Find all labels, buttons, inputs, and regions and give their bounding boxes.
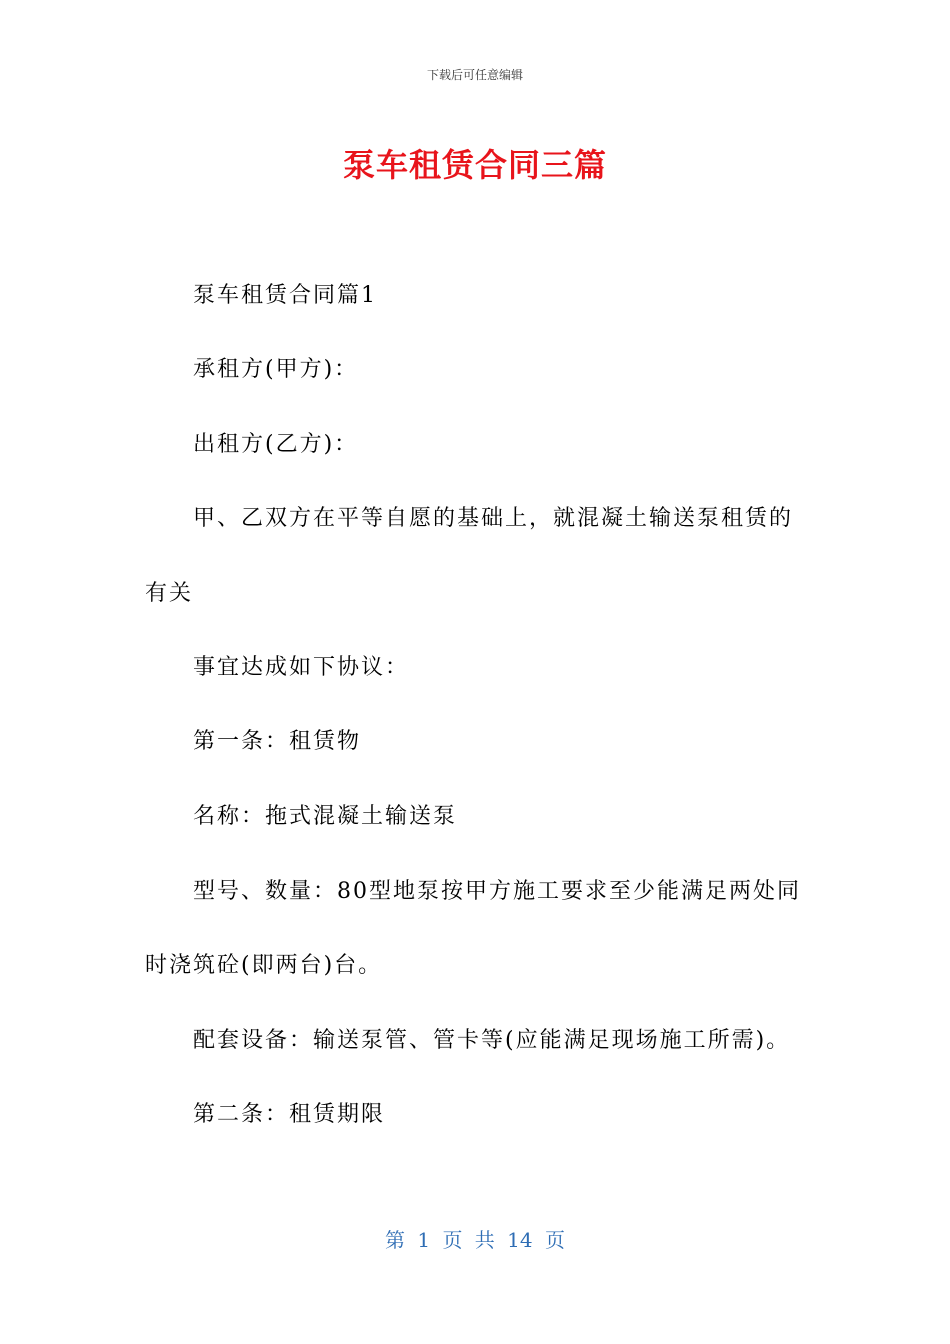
paragraph-lessor: 出租方(乙方)： xyxy=(193,432,359,457)
paragraph-name: 名称：拖式混凝土输送泵 xyxy=(193,804,458,829)
paragraph-preamble-cont: 有关 xyxy=(145,581,194,606)
document-title: 泵车租赁合同三篇 xyxy=(342,146,607,184)
paragraph-model-quantity: 型号、数量：80型地泵按甲方施工要求至少能满足两处同 xyxy=(193,879,801,904)
paragraph-agreement-intro: 事宜达成如下协议： xyxy=(193,655,410,680)
page-footer: 第 1 页 共 14 页 xyxy=(385,1228,565,1252)
header-note: 下载后可任意编辑 xyxy=(426,68,523,82)
paragraph-article-2: 第二条：租赁期限 xyxy=(193,1102,386,1127)
paragraph-article-1: 第一条：租赁物 xyxy=(193,729,362,754)
paragraph-preamble: 甲、乙双方在平等自愿的基础上，就混凝土输送泵租赁的 xyxy=(193,506,794,531)
paragraph-model-quantity-cont: 时浇筑砼(即两台)台。 xyxy=(145,953,383,978)
paragraph-contract-heading: 泵车租赁合同篇1 xyxy=(193,283,377,308)
paragraph-lessee: 承租方(甲方)： xyxy=(193,357,359,382)
paragraph-equipment: 配套设备：输送泵管、管卡等(应能满足现场施工所需)。 xyxy=(193,1028,791,1053)
